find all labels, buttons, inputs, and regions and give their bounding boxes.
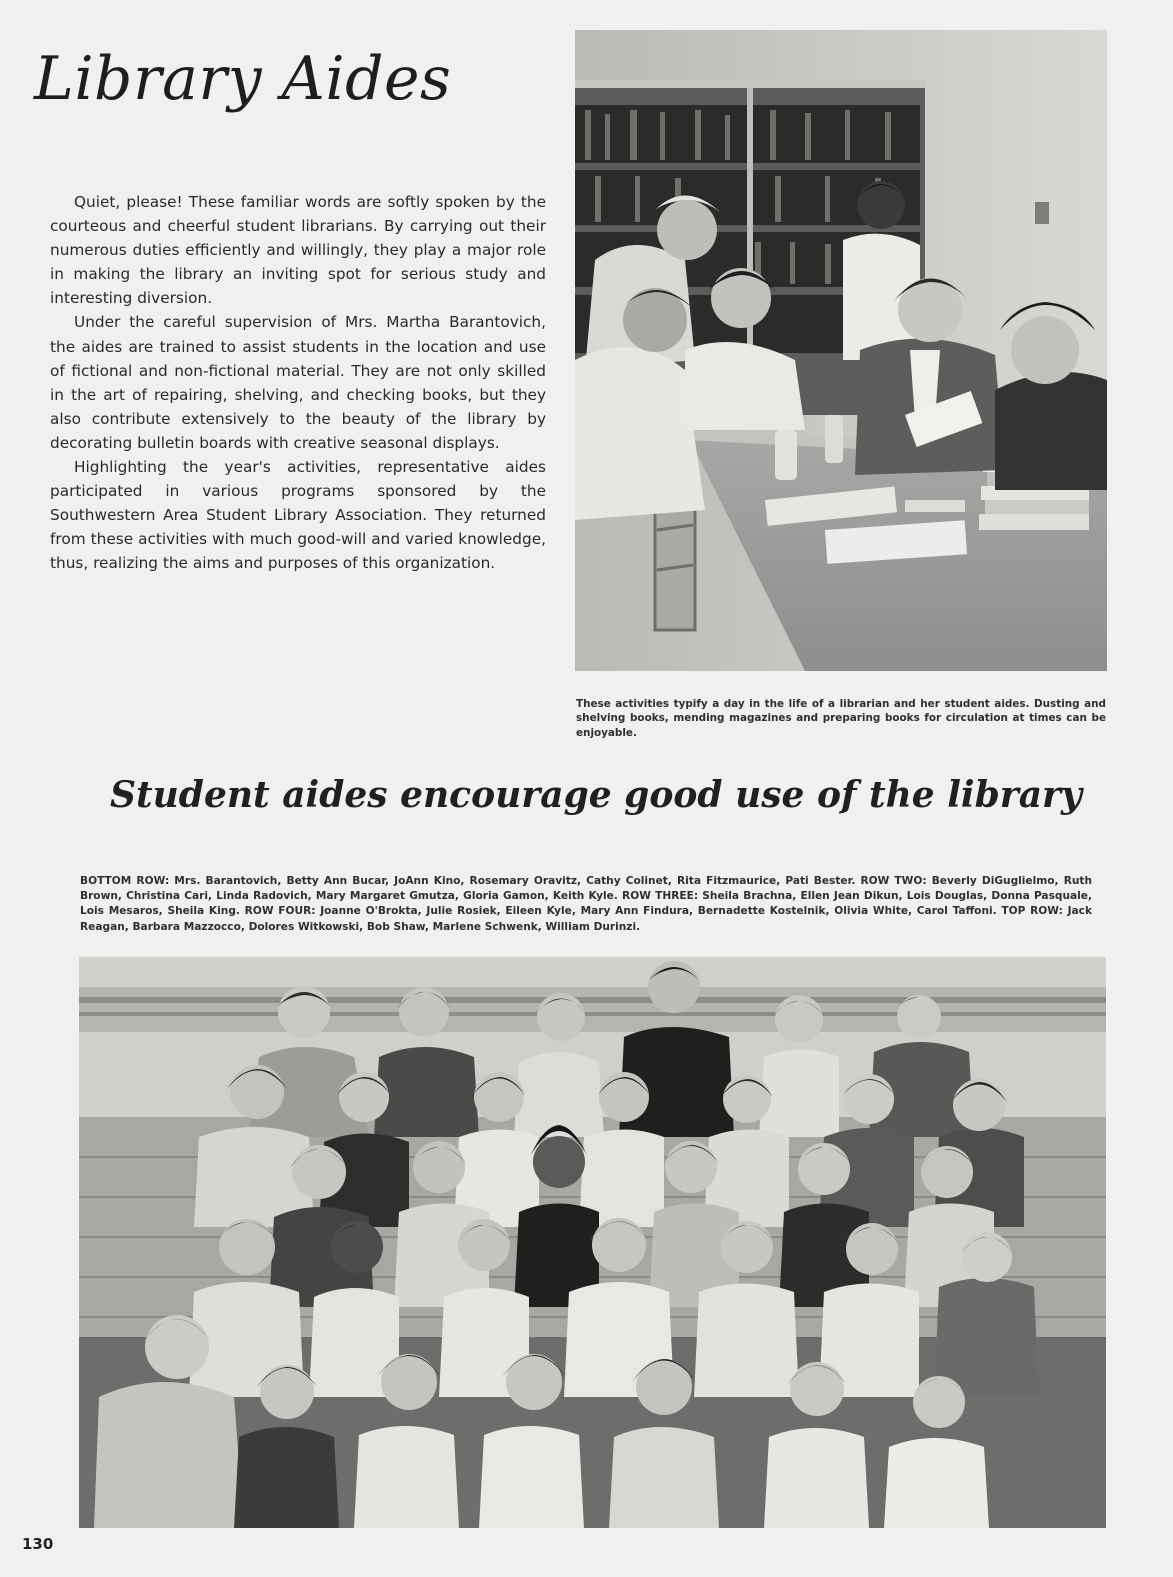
article-paragraph: Highlighting the year's activities, representative aides participated in various programs sponsored by the Southwestern Area Student Library Association. They returned from these activities with much good-will and varied knowledge, thus, realizing the aims and purposes of this organization. xyxy=(50,458,546,573)
page-subtitle: Student aides encourage good use of the library xyxy=(110,774,1082,816)
article-paragraph: Quiet, please! These familiar words are softly spoken by the courteous and cheerful student librarians. By carrying out their numerous duties efficiently and willingly, they play a major role in making the library an inviting spot for serious study and interesting diversion. xyxy=(50,193,546,308)
group-photo xyxy=(79,957,1106,1528)
library-activity-photo xyxy=(575,30,1107,671)
page-number: 130 xyxy=(22,1535,54,1553)
article-paragraph: Under the careful supervision of Mrs. Martha Barantovich, the aides are trained to assist students in the location and use of fictional and non-fictional material. They are not only skilled in the art of repairing, shelving, and checking books, but they also contribute extensively to the beauty of the library by decorating bulletin boards with creative seasonal displays. xyxy=(50,313,546,452)
page-title: Library Aides xyxy=(34,44,452,114)
article-body xyxy=(50,190,546,576)
group-photo-names: BOTTOM ROW: Mrs. Barantovich, Betty Ann Bucar, JoAnn Kino, Rosemary Oravitz, Cathy Colinet, Rita Fitzmaurice, Pati Bester. ROW TWO: Beverly DiGuglielmo, Ruth Brown, Christina Cari, Linda Radovich, Mary Margaret Gmutza, Gloria Gamon, Keith Kyle. ROW THREE: Sheila Brachna, Ellen Jean Dikun, Lois Douglas, Donna Pasquale, Lois Mesaros, Sheila King. ROW FOUR: Joanne O'Brokta, Julie Rosiek, Eileen Kyle, Mary Ann Findura, Bernadette Kostelnik, Olivia White, Carol Taffoni. TOP ROW: Jack Reagan, Barbara Mazzocco, Dolores Witkowski, Bob Shaw, Marlene Schwenk, William Durinzi. xyxy=(80,875,1092,933)
photo-caption: These activities typify a day in the life of a librarian and her student aides. Dusting and shelving books, mending magazines and preparing books for circulation at times can be enjoyable. xyxy=(576,698,1106,739)
